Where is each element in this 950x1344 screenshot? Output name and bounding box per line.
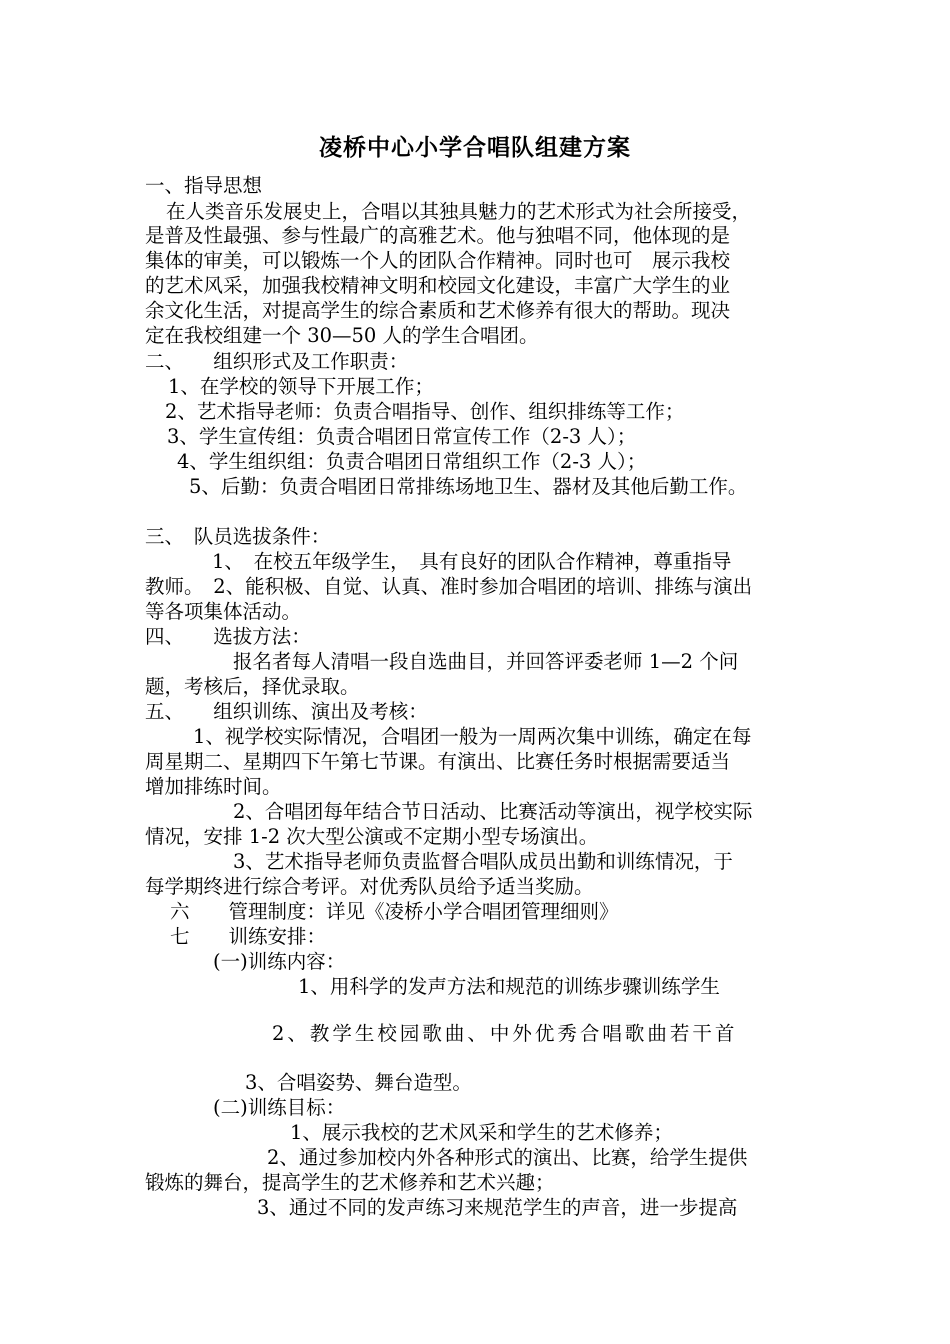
list-item: 3、合唱姿势、舞台造型。 bbox=[245, 1071, 472, 1094]
paragraph-line: 2、合唱团每年结合节日活动、比赛活动等演出，视学校实际 bbox=[233, 800, 753, 823]
paragraph-line: 定在我校组建一个 30—50 人的学生合唱团。 bbox=[145, 324, 539, 347]
paragraph-line: 题，考核后，择优录取。 bbox=[145, 675, 360, 698]
section-heading-7: 七 训练安排： bbox=[170, 925, 327, 948]
list-item: 4、学生组织组：负责合唱团日常组织工作（2-3 人）； bbox=[177, 450, 647, 473]
paragraph-line: 1、 在校五年级学生， 具有良好的团队合作精神，尊重指导 bbox=[212, 550, 732, 573]
list-item: 1、展示我校的艺术风采和学生的艺术修养； bbox=[290, 1121, 673, 1144]
section-heading-4: 四、 选拔方法： bbox=[145, 625, 311, 648]
list-item: 锻炼的舞台，提高学生的艺术修养和艺术兴趣； bbox=[145, 1171, 555, 1194]
paragraph-line: 的艺术风采，加强我校精神文明和校园文化建设，丰富广大学生的业 bbox=[145, 274, 731, 297]
paragraph-line: 3、艺术指导老师负责监督合唱队成员出勤和训练情况，于 bbox=[233, 850, 733, 873]
list-item: 2、通过参加校内外各种形式的演出、比赛，给学生提供 bbox=[267, 1146, 748, 1169]
paragraph-line: 报名者每人清唱一段自选曲目，并回答评委老师 1—2 个问 bbox=[233, 650, 739, 673]
paragraph-line: 周星期二、星期四下午第七节课。有演出、比赛任务时根据需要适当 bbox=[145, 750, 731, 773]
list-item: 1、在学校的领导下开展工作； bbox=[168, 375, 434, 398]
paragraph-line: 增加排练时间。 bbox=[145, 775, 282, 798]
paragraph-line: 情况，安排 1-2 次大型公演或不定期小型专场演出。 bbox=[145, 825, 599, 848]
paragraph-line: 是普及性最强、参与性最广的高雅艺术。他与独唱不同，他体现的是 bbox=[145, 224, 731, 247]
paragraph-line: 每学期终进行综合考评。对优秀队员给予适当奖励。 bbox=[145, 875, 594, 898]
paragraph-line: 集体的审美，可以锻炼一个人的团队合作精神。同时也可 展示我校 bbox=[145, 249, 731, 272]
list-item: 2、艺术指导老师：负责合唱指导、创作、组织排练等工作； bbox=[165, 400, 685, 423]
list-item: 3、通过不同的发声练习来规范学生的声音，进一步提高 bbox=[257, 1196, 738, 1219]
section-heading-2: 二、 组织形式及工作职责： bbox=[145, 350, 409, 373]
section-heading-1: 一、指导思想 bbox=[145, 174, 263, 197]
subsection-heading: (二)训练目标： bbox=[213, 1096, 346, 1119]
list-item: 1、用科学的发声方法和规范的训练步骤训练学生 bbox=[298, 975, 720, 998]
list-item: 2、教学生校园歌曲、中外优秀合唱歌曲若干首 bbox=[272, 1022, 738, 1045]
section-heading-3: 三、 队员选拔条件： bbox=[145, 525, 331, 548]
section-heading-6: 六 管理制度：详见《凌桥小学合唱团管理细则》 bbox=[170, 900, 619, 923]
document-title: 凌桥中心小学合唱队组建方案 bbox=[319, 134, 631, 161]
paragraph-line: 等各项集体活动。 bbox=[145, 600, 302, 623]
paragraph-line: 教师。 2、能积极、自觉、认真、准时参加合唱团的培训、排练与演出 bbox=[145, 575, 753, 598]
subsection-heading: (一)训练内容： bbox=[213, 950, 346, 973]
paragraph-line: 在人类音乐发展史上，合唱以其独具魅力的艺术形式为社会所接受， bbox=[166, 200, 752, 223]
section-heading-5: 五、 组织训练、演出及考核： bbox=[145, 700, 428, 723]
list-item: 3、学生宣传组：负责合唱团日常宣传工作（2-3 人）； bbox=[167, 425, 637, 448]
list-item: 5、后勤：负责合唱团日常排练场地卫生、器材及其他后勤工作。 bbox=[189, 475, 748, 498]
paragraph-line: 余文化生活，对提高学生的综合素质和艺术修养有很大的帮助。现决 bbox=[145, 299, 731, 322]
paragraph-line: 1、视学校实际情况，合唱团一般为一周两次集中训练，确定在每 bbox=[193, 725, 752, 748]
